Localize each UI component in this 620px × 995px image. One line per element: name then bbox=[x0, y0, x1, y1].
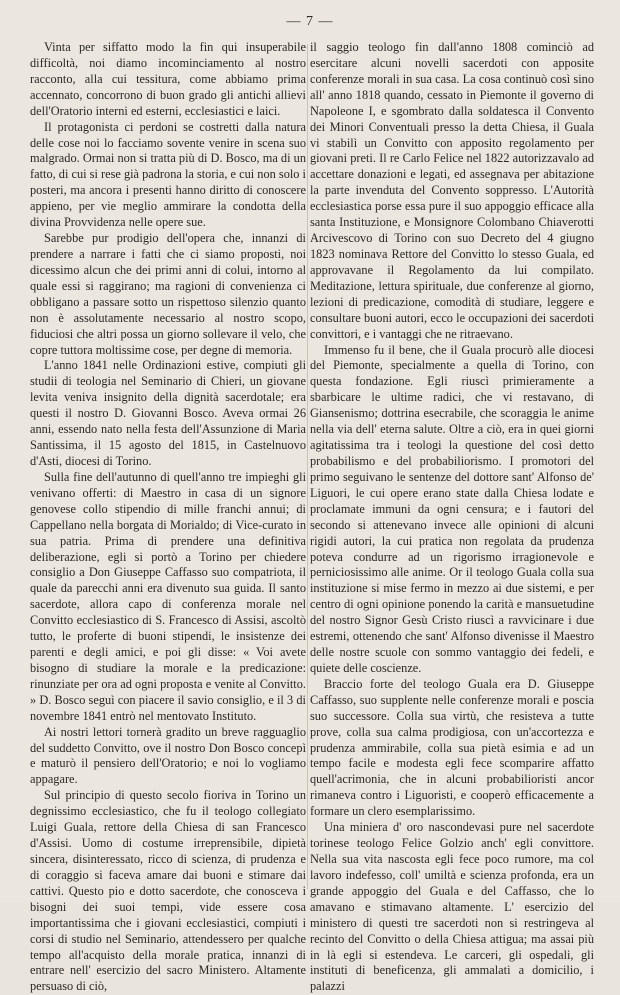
paragraph: Vinta per siffatto modo la fin qui insuperabile difficoltà, noi diamo incominciamento al nostro racconto, alla cui tessitura, come abbiamo prima accennato, concorrono di buon grado gli antichi allievi dell'Oratorio interni ed esterni, ecclesiastici e laici. bbox=[30, 40, 306, 118]
paragraph: L'anno 1841 nelle Ordinazioni estive, compiuti gli studii di teologia nel Seminario di Chieri, un giovane levita veniva insignito della dignità sacerdotale; era questi il nostro D. Giovanni Bosco. Aveva ormai 26 anni, essendo nato nella festa dell'Assunzione di Maria Santissima, il 15 agosto del 1815, in Castelnuovo d'Asti, diocesi di Torino. bbox=[30, 358, 306, 468]
paragraph: Sarebbe pur prodigio dell'opera che, innanzi di prendere a narrare i fatti che ci siamo proposti, noi dicessimo alcun che dei primi anni di colui, intorno al quale essi si raggirano; ma ragioni di convenienza ci obbligano a passare sotto un rispettoso silenzio quanto non è assolutamente necessario al nostro scopo, fiduciosi che altri possa un giorno sollevare il velo, che copre tuttora moltissime cose, per degne di memoria. bbox=[30, 231, 306, 357]
column-divider bbox=[307, 44, 308, 889]
paragraph: Una miniera d' oro nascondevasi pure nel sacerdote torinese teologo Felice Golzio anch' egli convittore. Nella sua vita nascosta egli fece poco rumore, ma col lavoro indefesso, coll' umiltà e scienza profonda, era un grande appoggio del Guala e del Caffasso, che lo amavano e stimavano altamente. L' esercizio del ministero di questi tre sacerdoti non si restringeva al recinto del Convitto o della Chiesa attigua; ma assai più in là egli si estendeva. Le carceri, gli ospedali, gli instituti di beneficenza, gli ammalati a domicilio, i palazzi bbox=[310, 820, 594, 994]
paragraph: Immenso fu il bene, che il Guala procurò alle diocesi del Piemonte, specialmente a quella di Torino, con questa fondazione. Egli riuscì primieramente a sbarbicare le ultime radici, che vi restavano, di Giansenismo; dottrina esecrabile, che scoraggia le anime nella via dell' eterna salute. Oltre a ciò, era in quei giorni agitatissima tra i teologi la questione del così detto probabilismo e del probabiliorismo. I promotori del primo seguivano le sentenze del dottore sant' Alfonso de' Liguori, le cui opere erano state dalla Chiesa lodate e proclamate immuni da ogni censura; e i fautori del secondo si attenevano invece alle opinioni di alcuni rigidi autori, la cui pratica non regolata da prudenza poteva condurre ad un rigorismo irragionevole e perniciosissimo alle anime. Or il teologo Guala colla sua instituzione si mise fermo in mezzo ai due sistemi, e per centro di ogni opinione ponendo la carità e mansuetudine del nostro Signor Gesù Cristo riuscì a ravvicinare i due estremi, ottenendo che sant' Alfonso divenisse il Maestro delle nostre scuole con sommo vantaggio dei fedeli, e quiete delle coscienze. bbox=[310, 342, 594, 675]
page-number: — 7 — bbox=[286, 14, 334, 29]
paragraph: Il protagonista ci perdoni se costretti dalla natura delle cose noi lo facciamo sovente venire in scena suo malgrado. Ormai non si tratta più di D. Bosco, ma di un fatto, di cui si rese già padrona la storia, e cui non solo i posteri, ma ancora i presenti hanno diritto di conoscere appieno, per vie meglio ammirare la condotta della divina Provvidenza nelle opere sue. bbox=[30, 119, 306, 230]
paragraph: il saggio teologo fin dall'anno 1808 cominciò ad esercitare alcuni novelli sacerdoti con apposite conferenze morali in sua casa. La cosa continuò così sino all' anno 1818 quando, cessato in Piemonte il governo di Napoleone I, e sgombrato dalla soldatesca il Convento dei Minori Conventuali presso la detta Chiesa, il Guala vi stabilì un Convitto con apposito regolamento per giovani preti. Il re Carlo Felice nel 1822 autorizzavalo ad accettare donazioni e legati, ed assegnava per abitazione la parte invenduta del Convento soppresso. L'Autorità ecclesiastica porse essa pure il suo appoggio efficace alla santa Instituzione, e Monsignore Colombano Chiaverotti Arcivescovo di Torino con suo Decreto del 4 giugno 1823 nominava Rettore del Convitto lo stesso Guala, ed approvavane il Regolamento da lui compilato. Meditazione, lettura spirituale, due conferenze al giorno, lezioni di predicazione, comodità di studiare, leggere e consultare buoni autori, ecco le occupazioni dei sacerdoti convittori, e i vantaggi che ne ritraevano. bbox=[310, 40, 594, 341]
paragraph: Sul principio di questo secolo fioriva in Torino un degnissimo ecclesiastico, che fu il teologo collegiato Luigi Guala, rettore della Chiesa di san Francesco d'Assisi. Uomo di costume irreprensibile, dipietà sincera, disinteressato, ricco di scienza, di prudenza e di coraggio si faceva amare dai buoni e stimare dai cattivi. Questo pio e dotto sacerdote, che conosceva i bisogni dei suoi tempi, vide essere cosa importantissima che i giovani ecclesiastici, compiuti i corsi di studio nel Seminario, attendessero per qualche tempo all'acquisto della morale pratica, innanzi di entrare nell' esercizio del sacro Ministero. Altamente persuaso di ciò, bbox=[30, 788, 306, 994]
paragraph: Sulla fine dell'autunno di quell'anno tre impieghi gli venivano offerti: di Maestro in casa di un signore genovese collo stipendio di mille franchi annui; di Cappellano nella borgata di Morialdo; di Vice-curato in sua patria. Prima di prendere una definitiva deliberazione, egli si portò a Torino per chiedere consiglio a Don Giuseppe Caffasso suo compatriota, il quale da parecchi anni era divenuto sua guida. Il santo sacerdote, allora capo di conferenza morale nel Convitto ecclesiastico di S. Francesco di Assisi, ascoltò tutto, le proferte di buoni stipendi, le insistenze dei parenti e degli amici, e poi gli disse: « Voi avete bisogno di studiare la morale e la predicazione: rinunziate per ora ad ogni proposta e venite al Convitto. » D. Bosco seguì con piacere il savio consiglio, e il 3 di novembre 1841 entrò nel mentovato Instituto. bbox=[30, 469, 306, 723]
paragraph: Ai nostri lettori tornerà gradito un breve ragguaglio del suddetto Convitto, ove il nostro Don Bosco concepì e maturò il pensiero dell'Oratorio; e noi lo vogliamo appagare. bbox=[30, 724, 306, 787]
paragraph: Braccio forte del teologo Guala era D. Giuseppe Caffasso, suo supplente nelle conferenze morali e poscia suo successore. Colla sua virtù, che resisteva a tutte prove, colla sua calma prodigiosa, con un'accortezza e prudenza ammirabile, colla sua pietà esimia e ad un tempo facile e modesta egli fece scomparire affatto quell'acrimonia, che in alcuni probabilioristi ancor rimaneva contro i Liguoristi, e cooperò efficacemente a formare un clero esemplarissimo. bbox=[310, 676, 594, 819]
left-column bbox=[30, 40, 306, 995]
right-column bbox=[310, 40, 594, 995]
